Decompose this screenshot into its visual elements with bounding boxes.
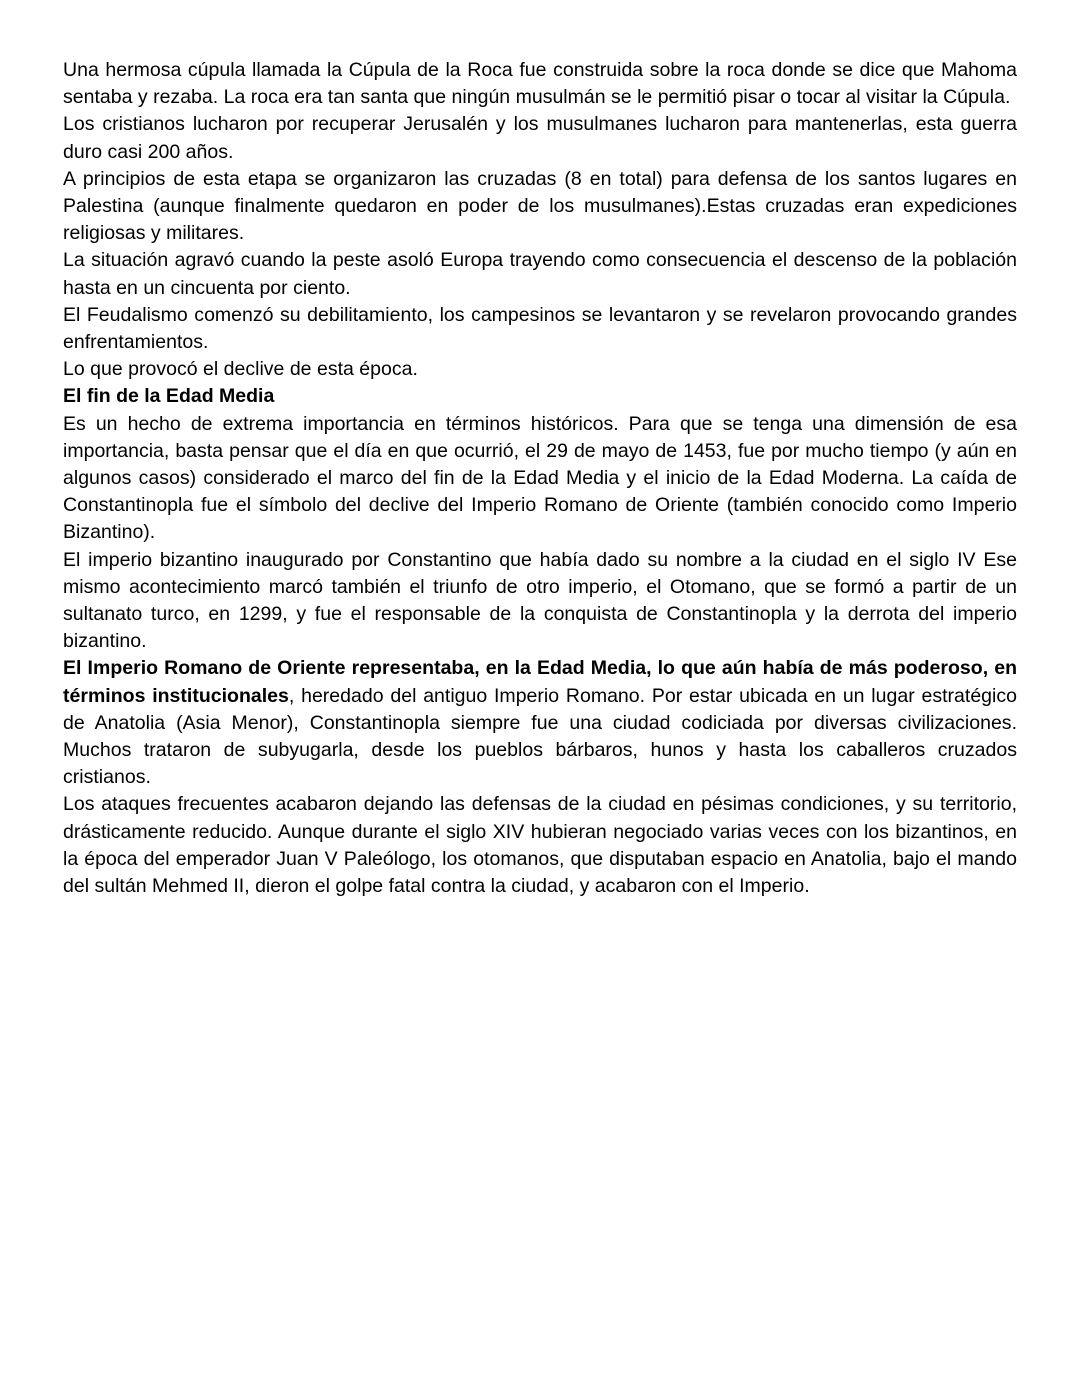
paragraph-ataques-frecuentes: Los ataques frecuentes acabaron dejando las defensas de la ciudad en pésimas condiciones, y su territorio, drásticamente reducido. Aunque durante el siglo XIV hubieran negociado varias veces con los bizantinos, en la época del emperador Juan V Paleólogo, los otomanos, que disputaban espacio en Anatolia, bajo el mando del sultán Mehmed II, dieron el golpe fatal contra la ciudad, y acabaron con el Imperio.	[63, 793, 1017, 898]
document-body	[63, 57, 1017, 900]
paragraph-imperio-bizantino: El imperio bizantino inaugurado por Constantino que había dado su nombre a la ciudad en el siglo IV Ese mismo acontecimiento marcó también el triunfo de otro imperio, el Otomano, que se formó a partir de un sultanato turco, en 1299, y fue el responsable de la conquista de Constantinopla y la derrota del imperio bizantino.	[63, 548, 1017, 653]
rest-imperio-oriente: , heredado del antiguo Imperio Romano. Por estar ubicada en un lugar estratégico de Anatolia (Asia Menor), Constantinopla siempre fue una ciudad codiciada por diversas civilizaciones. Muchos trataron de subyugarla, desde los pueblos bárbaros, hunos y hasta los caballeros cruzados cristianos.	[63, 684, 1017, 789]
paragraph-hecho-importancia: Es un hecho de extrema importancia en términos históricos. Para que se tenga una dimensión de esa importancia, basta pensar que el día en que ocurrió, el 29 de mayo de 1453, fue por mucho tiempo (y aún en algunos casos) considerado el marco del fin de la Edad Media y el inicio de la Edad Moderna. La caída de Constantinopla fue el símbolo del declive del Imperio Romano de Oriente (también conocido como Imperio Bizantino).	[63, 412, 1017, 544]
paragraph-cruzadas: A principios de esta etapa se organizaron las cruzadas (8 en total) para defensa de los santos lugares en Palestina (aunque finalmente quedaron en poder de los musulmanes).Estas cruzadas eran expediciones religiosas y militares.	[63, 167, 1017, 245]
paragraph-declive-epoca: Lo que provocó el declive de esta época.	[63, 358, 418, 381]
paragraph-feudalismo: El Feudalismo comenzó su debilitamiento, los campesinos se levantaron y se revelaron provocando grandes enfrentamientos.	[63, 303, 1017, 354]
paragraph-cristianos-jerusalen: Los cristianos lucharon por recuperar Jerusalén y los musulmanes lucharon para mantenerlas, esta guerra duro casi 200 años.	[63, 113, 1017, 163]
paragraph-imperio-oriente	[63, 655, 1017, 791]
heading-fin-edad-media: El fin de la Edad Media	[63, 385, 275, 408]
paragraph-cupula-roca: Una hermosa cúpula llamada la Cúpula de la Roca fue construida sobre la roca donde se dice que Mahoma sentaba y rezaba. La roca era tan santa que ningún musulmán se le permitió pisar o tocar al visitar la Cúpula.	[63, 59, 1017, 109]
bold-lead-imperio-oriente: El Imperio Romano de Oriente representaba, en la Edad Media, lo que aún había de más poderoso, en términos institucionales	[63, 657, 1017, 707]
paragraph-peste-europa: La situación agravó cuando la peste asoló Europa trayendo como consecuencia el descenso de la población hasta en un cincuenta por ciento.	[63, 249, 1017, 299]
